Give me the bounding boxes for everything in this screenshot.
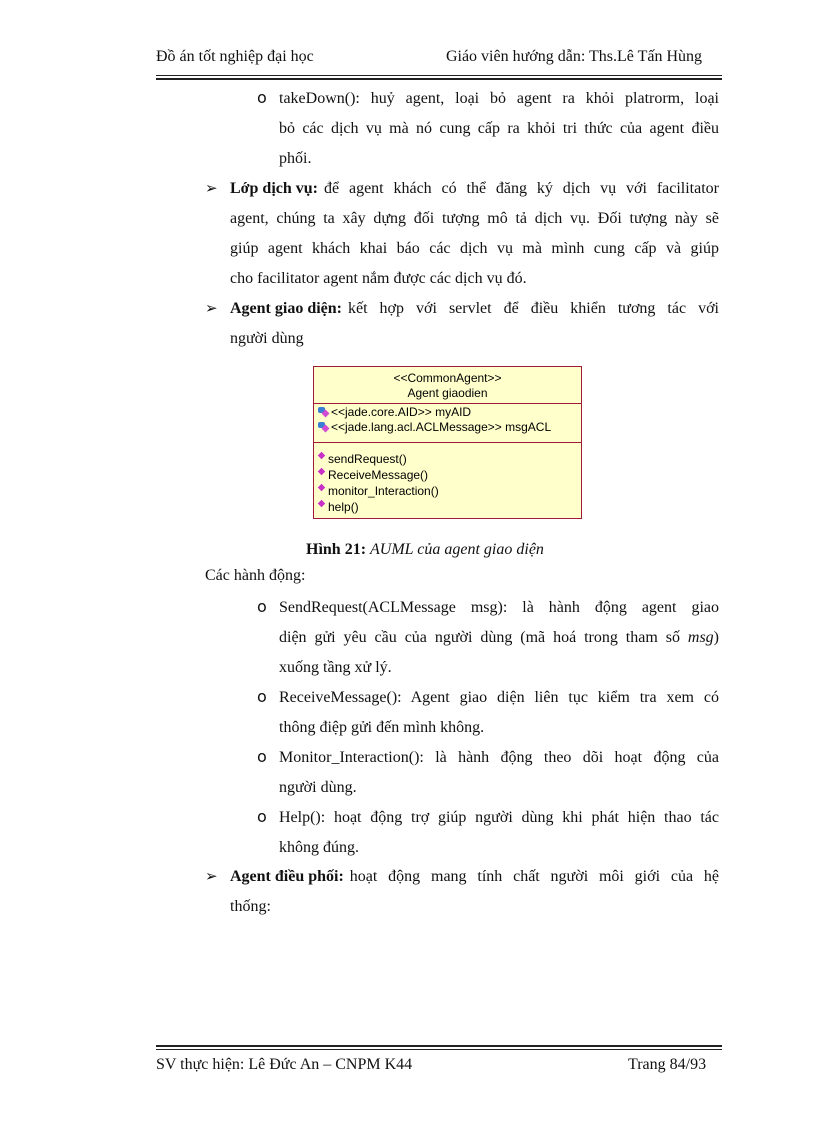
bullet-circle: o xyxy=(257,687,267,706)
operation-icon xyxy=(318,484,325,491)
send-line-1: SendRequest(ACLMessage msg): là hành động agent giao xyxy=(279,599,719,616)
uml-class-box xyxy=(313,366,582,519)
operation-icon xyxy=(318,500,325,507)
coordinator-line-1 xyxy=(230,867,719,887)
uml-attribute: <<jade.core.AID>> myAID xyxy=(318,405,471,419)
uml-class-name: Agent giaodien xyxy=(407,386,488,400)
interface-line-1 xyxy=(230,299,719,319)
monitor-line-2: người dùng. xyxy=(279,779,357,796)
header-right-text: Giáo viên hướng dẫn: Ths.Lê Tấn Hùng xyxy=(445,48,702,65)
figure-label: Hình 21: xyxy=(306,541,367,558)
bullet-arrow-icon: ➢ xyxy=(205,867,218,885)
monitor-line-1: Monitor_Interaction(): là hành động theo dõi hoạt động của xyxy=(279,749,719,766)
attribute-icon xyxy=(318,407,330,417)
takedown-line-1: takeDown(): huỷ agent, loại bỏ agent ra khỏi platrorm, loại xyxy=(279,90,719,107)
interface-label: Agent giao diện: xyxy=(230,300,342,317)
service-line-3: giúp agent khách khai báo các dịch vụ mà mình cung cấp và giúp xyxy=(230,240,719,257)
header-left-text: Đồ án tốt nghiệp đại học xyxy=(156,48,314,65)
uml-operation: sendRequest() xyxy=(318,452,407,466)
service-text: để agent khách có thể đăng ký dịch vụ với facilitator xyxy=(324,180,719,197)
uml-operation: ReceiveMessage() xyxy=(318,468,428,482)
coordinator-label: Agent điều phối: xyxy=(230,868,344,885)
service-label: Lớp dịch vụ: xyxy=(230,180,318,197)
uml-operation: help() xyxy=(318,500,359,514)
help-line-1: Help(): hoạt động trợ giúp người dùng khi phát hiện thao tác xyxy=(279,809,719,826)
footer-rule-thick xyxy=(156,1045,722,1047)
uml-operation: monitor_Interaction() xyxy=(318,484,439,498)
coordinator-line-2: thống: xyxy=(230,898,271,915)
uml-separator xyxy=(314,403,581,404)
interface-text: kết hợp với servlet để điều khiển tương tác với xyxy=(348,300,719,317)
operation-icon xyxy=(318,468,325,475)
uml-stereotype: <<CommonAgent>> xyxy=(393,371,502,385)
help-line-2: không đúng. xyxy=(279,839,359,856)
bullet-circle: o xyxy=(257,597,267,616)
figure-text: AUML của agent giao diện xyxy=(370,541,544,558)
uml-separator xyxy=(314,442,581,443)
actions-heading: Các hành động: xyxy=(205,567,306,584)
receive-line-1: ReceiveMessage(): Agent giao diện liên tục kiểm tra xem có xyxy=(279,689,719,706)
send-line-3: xuống tầng xử lý. xyxy=(279,659,392,676)
operation-icon xyxy=(318,452,325,459)
page-number: Trang 84/93 xyxy=(628,1056,707,1073)
coordinator-text: hoạt động mang tính chất người môi giới của hệ xyxy=(349,868,719,885)
bullet-circle: o xyxy=(257,88,267,107)
receive-line-2: thông điệp gửi đến mình không. xyxy=(279,719,485,736)
attribute-icon xyxy=(318,422,330,432)
service-line-2: agent, chúng ta xây dựng đối tượng mô tả dịch vụ. Đối tượng này sẽ xyxy=(230,210,719,227)
footer-left-text: SV thực hiện: Lê Đức An – CNPM K44 xyxy=(156,1056,413,1073)
bullet-arrow-icon: ➢ xyxy=(205,179,218,197)
header-rule-thin xyxy=(156,75,722,76)
header-rule-thick xyxy=(156,78,722,80)
send-line-2: diện gửi yêu cầu của người dùng (mã hoá trong tham số msg) xyxy=(279,629,719,646)
bullet-arrow-icon: ➢ xyxy=(205,299,218,317)
interface-line-2: người dùng xyxy=(230,330,304,347)
bullet-circle: o xyxy=(257,807,267,826)
service-line-1 xyxy=(230,179,719,199)
footer-rule-thin xyxy=(156,1049,722,1050)
page-header xyxy=(156,48,720,72)
uml-attribute: <<jade.lang.acl.ACLMessage>> msgACL xyxy=(318,420,551,434)
figure-caption xyxy=(306,541,544,559)
takedown-line-2: bỏ các dịch vụ mà nó cung cấp ra khỏi tri thức của agent điều xyxy=(279,120,719,137)
takedown-line-3: phối. xyxy=(279,150,312,167)
bullet-circle: o xyxy=(257,747,267,766)
service-line-4: cho facilitator agent nắm được các dịch vụ đó. xyxy=(230,270,527,287)
